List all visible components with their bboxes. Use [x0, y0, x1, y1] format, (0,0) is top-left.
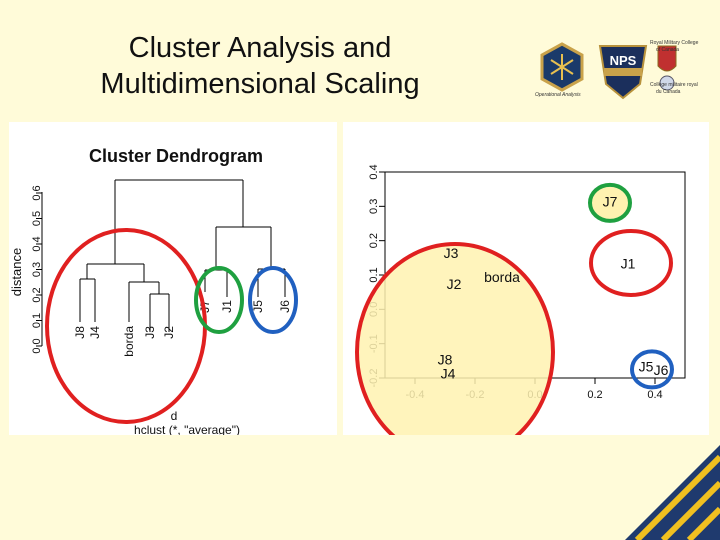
rmc-text-1: Royal Military College [650, 40, 699, 46]
rmc-text-4: du Canada [656, 89, 681, 95]
dendrogram-leaf-label: J1 [220, 300, 234, 313]
mds-point-label: J5 [638, 358, 654, 375]
opnav-caption: Operational Analysis [535, 92, 581, 98]
mds-point-label: J4 [440, 365, 456, 382]
dendrogram-xlabel-line1: d [170, 409, 178, 423]
dendrogram-title: Cluster Dendrogram [89, 146, 264, 166]
dendrogram-leaf-label: J2 [162, 326, 176, 339]
dendrogram-figure [9, 122, 337, 435]
mds-point-label: J8 [437, 351, 453, 368]
mds-ytick-label: 0.2 [368, 233, 380, 249]
corner-stripe-decoration [625, 445, 720, 540]
dendrogram-xlabel-line2: hclust (*, "average") [134, 423, 240, 435]
mds-point-label: J3 [443, 245, 459, 262]
dendrogram-leaf-label: J6 [278, 300, 292, 313]
cluster-ring-blue [250, 268, 296, 332]
dendrogram-leaf-label: borda [122, 326, 136, 357]
mds-xtick-label: 0.4 [647, 389, 663, 401]
slide-title-line2: Multidimensional Scaling [100, 68, 420, 100]
mds-point-label: J2 [446, 276, 462, 293]
nps-label: NPS [609, 53, 637, 68]
slide-title-line1: Cluster Analysis and [128, 32, 392, 64]
rmc-text-2: of Canada [656, 47, 680, 53]
dendrogram-ytick-label: 0.3 [31, 261, 43, 278]
mds-chart [343, 122, 709, 435]
mds-point-label: J1 [620, 255, 636, 272]
dendrogram-ytick-label: 0.5 [31, 210, 43, 227]
dendrogram-leaf-label: J5 [251, 300, 265, 313]
dendrogram-leaf-label: J8 [73, 326, 87, 339]
mds-ytick-label: 0.4 [368, 164, 380, 180]
dendrogram-ytick-label: 0.1 [31, 312, 43, 329]
logo-group [530, 38, 715, 108]
mds-cluster-rings [590, 185, 672, 388]
mds-point-label: J6 [653, 361, 669, 378]
dendrogram-leaf-label: J4 [88, 326, 102, 339]
opnav-logo [542, 44, 582, 90]
mds-ytick-label: 0.3 [368, 198, 380, 214]
mds-point-label: borda [484, 269, 520, 286]
dendrogram-leaf-label: J7 [198, 300, 212, 313]
dendrogram-ylabel: distance [9, 247, 24, 297]
mds-point-label: J7 [602, 193, 618, 210]
mds-xtick-label: 0.2 [587, 389, 603, 401]
dendrogram-ytick-label: 0.4 [31, 236, 43, 252]
rmc-text-3: Collège militaire royal [650, 82, 698, 88]
dendrogram-leaf-label: J3 [143, 326, 157, 339]
nps-logo [600, 46, 646, 98]
slide-title [60, 30, 460, 102]
dendrogram-ytick-label: 0.2 [31, 287, 43, 303]
dendrogram-yticks [31, 185, 43, 353]
dendrogram-ytick-label: 0.0 [31, 338, 43, 354]
dendrogram-panel [9, 122, 337, 435]
cluster-ring-red-large [357, 244, 553, 435]
mds-panel [343, 122, 709, 435]
cluster-ring-red [47, 230, 205, 422]
mds-ytick-label: 0.1 [368, 267, 380, 283]
dendrogram-ytick-label: 0.6 [31, 185, 43, 201]
